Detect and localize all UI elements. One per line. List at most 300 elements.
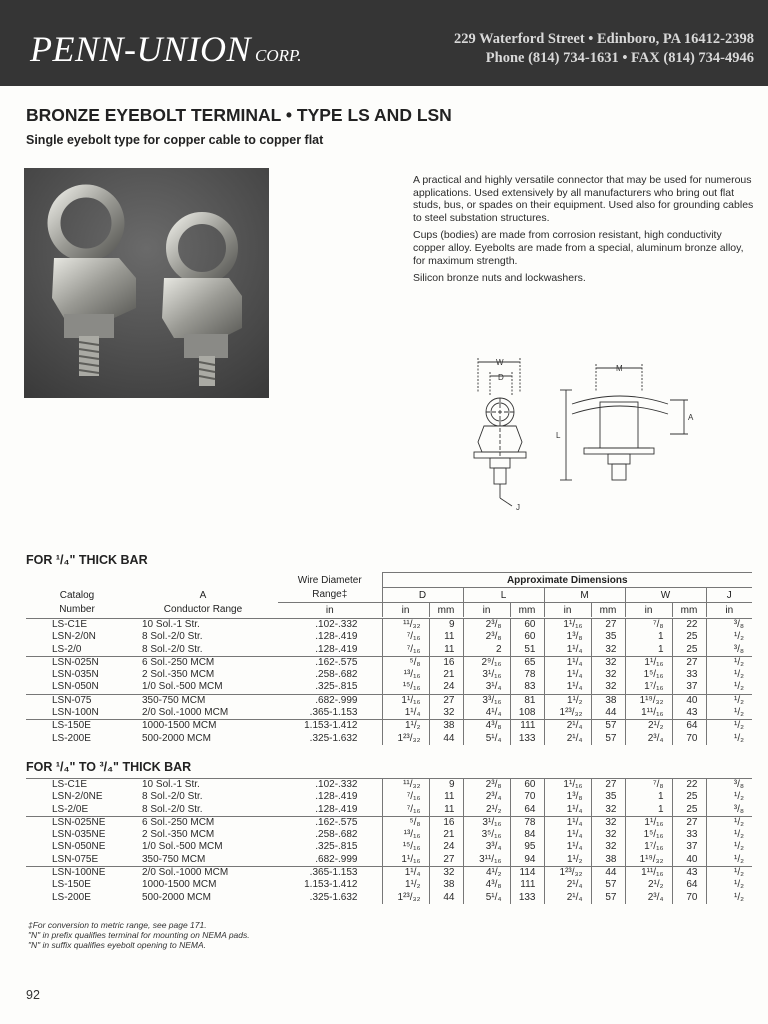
dim-l-in: 5¹/₄ xyxy=(463,892,510,904)
dim-l-in: 2⁹/₁₆ xyxy=(463,656,510,669)
side-view xyxy=(556,364,694,480)
table-row xyxy=(26,644,752,657)
wire-diameter-range: .325-1.632 xyxy=(309,732,358,744)
dim-l-in: 2 xyxy=(463,644,510,657)
dim-l-mm: 133 xyxy=(510,892,544,904)
dim-m-mm: 57 xyxy=(591,879,625,891)
catalog-number: LSN-050NE xyxy=(52,841,106,853)
dim-l-mm: 111 xyxy=(510,720,544,733)
dim-m-in: 2¹/₄ xyxy=(544,733,591,745)
conductor-range: 1000-1500 MCM xyxy=(128,720,278,733)
footnote: "N" in suffix qualifies eyebolt opening to NEMA. xyxy=(28,940,207,950)
dim-d-mm: 27 xyxy=(429,854,463,867)
header-dim-d: D xyxy=(382,588,463,603)
header-dim-w: W xyxy=(625,588,706,603)
dim-j-in: ¹/₂ xyxy=(706,656,752,669)
dim-label-d: D xyxy=(498,373,504,382)
conductor-range: 1/0 Sol.-500 MCM xyxy=(142,681,223,693)
dim-w-in: 2¹/₂ xyxy=(625,720,672,733)
wire-diameter-range: .325-1.632 xyxy=(309,891,358,903)
dim-l-mm: 95 xyxy=(510,841,544,853)
dim-l-mm: 60 xyxy=(510,779,544,792)
dim-w-mm: 22 xyxy=(672,779,706,792)
dim-j-in: ¹/₂ xyxy=(706,733,752,745)
dim-l-in: 2³/₄ xyxy=(463,791,510,803)
dim-l-in: 3¹/₄ xyxy=(463,681,510,694)
header-catalog: Catalog xyxy=(59,589,95,601)
catalog-number: LSN-2/0NE xyxy=(52,791,103,803)
table-row xyxy=(26,854,752,867)
dim-l-mm: 60 xyxy=(510,619,544,632)
dim-l-mm: 51 xyxy=(510,644,544,657)
footnote: "N" in prefix qualifies terminal for mounting on NEMA pads. xyxy=(28,930,250,940)
wire-diameter-range: .128-.419 xyxy=(315,643,358,655)
conductor-range: 10 Sol.-1 Str. xyxy=(128,619,278,632)
conductor-range: 8 Sol.-2/0 Str. xyxy=(142,803,203,815)
header-spacer xyxy=(128,573,278,588)
dim-l-mm: 84 xyxy=(510,829,544,841)
dim-w-in: 2³/₄ xyxy=(625,733,672,745)
dim-w-in: 1¹¹/₁₆ xyxy=(625,707,672,720)
dim-w-mm: 27 xyxy=(672,816,706,829)
dimensions-table-quarter-bar xyxy=(26,618,752,745)
dim-d-mm: 11 xyxy=(429,644,463,657)
wire-diameter-range: .365-1.153 xyxy=(309,707,358,719)
table-row xyxy=(26,720,752,733)
dim-j-in: ³/₈ xyxy=(706,644,752,657)
catalog-number: LS-150E xyxy=(26,720,128,733)
wire-diameter-range: .102-.332 xyxy=(278,779,382,792)
page-title: BRONZE EYEBOLT TERMINAL • TYPE LS AND LSN xyxy=(26,105,452,125)
dim-j-in: ³/₈ xyxy=(706,804,752,817)
dim-j-in: ¹/₂ xyxy=(706,707,752,720)
dim-l-mm: 81 xyxy=(510,694,544,707)
header-unit-mm: mm xyxy=(591,603,625,618)
dim-w-mm: 40 xyxy=(672,694,706,707)
conductor-range: 10 Sol.-1 Str. xyxy=(128,779,278,792)
dim-d-mm: 16 xyxy=(429,656,463,669)
dim-l-in: 4¹/₄ xyxy=(463,707,510,720)
description-paragraph: Cups (bodies) are made from corrosion resistant, high conductivity copper alloy. Eyebolts are made from a special, aluminum bronze alloy, for maximum strength. xyxy=(413,229,744,267)
dim-j-in: ¹/₂ xyxy=(706,694,752,707)
dim-d-in: 1¹/₂ xyxy=(382,879,429,891)
dim-label-j: J xyxy=(516,503,520,512)
dimension-diagram xyxy=(460,352,700,512)
dim-j-in: ³/₈ xyxy=(706,779,752,792)
front-view xyxy=(474,358,526,512)
dim-w-mm: 25 xyxy=(672,631,706,643)
dim-l-mm: 64 xyxy=(510,804,544,817)
dim-w-mm: 27 xyxy=(672,656,706,669)
wire-diameter-range: .682-.999 xyxy=(315,853,358,865)
dim-l-in: 3³/₁₆ xyxy=(463,694,510,707)
dim-m-in: 1³/₈ xyxy=(544,791,591,803)
dim-m-mm: 57 xyxy=(591,733,625,745)
header-conductor-a: A xyxy=(199,589,207,601)
dim-m-mm: 44 xyxy=(591,707,625,720)
dim-m-in: 1¹/₂ xyxy=(544,694,591,707)
dim-w-mm: 37 xyxy=(672,841,706,853)
catalog-number: LSN-035N xyxy=(52,669,99,681)
header-spacer xyxy=(26,573,128,588)
table-row xyxy=(26,631,752,643)
dim-m-mm: 32 xyxy=(591,829,625,841)
header-wire-range: Range‡ xyxy=(312,589,348,601)
dim-l-mm: 108 xyxy=(510,707,544,720)
dim-w-mm: 70 xyxy=(672,892,706,904)
dim-d-in: 1¹/₁₆ xyxy=(382,854,429,867)
header-unit-in: in xyxy=(625,603,672,618)
dim-w-mm: 25 xyxy=(672,804,706,817)
header-unit-in: in xyxy=(278,603,382,618)
header-unit-in: in xyxy=(544,603,591,618)
dim-d-mm: 16 xyxy=(429,816,463,829)
dim-w-in: 1⁷/₁₆ xyxy=(625,681,672,694)
dim-w-mm: 33 xyxy=(672,669,706,681)
dim-m-mm: 32 xyxy=(591,804,625,817)
dim-d-mm: 9 xyxy=(429,779,463,792)
dim-l-in: 2¹/₂ xyxy=(463,804,510,817)
header-unit-in: in xyxy=(706,603,752,618)
dim-j-in: ¹/₂ xyxy=(706,867,752,880)
dim-w-mm: 43 xyxy=(672,867,706,880)
dim-w-mm: 25 xyxy=(672,791,706,803)
wire-diameter-range: .325-.815 xyxy=(315,841,358,853)
conductor-range: 350-750 MCM xyxy=(128,694,278,707)
dim-j-in: ¹/₂ xyxy=(706,631,752,643)
dim-m-in: 2¹/₄ xyxy=(544,892,591,904)
dim-m-in: 1¹/₄ xyxy=(544,841,591,853)
company-phone-fax: Phone (814) 734-1631 • FAX (814) 734-4946 xyxy=(485,50,754,66)
dim-w-in: 1⁵/₁₆ xyxy=(625,669,672,681)
dim-w-mm: 70 xyxy=(672,733,706,745)
wire-diameter-range: .162-.575 xyxy=(278,656,382,669)
dim-m-mm: 38 xyxy=(591,694,625,707)
dim-l-in: 3⁵/₁₆ xyxy=(463,829,510,841)
dim-m-mm: 27 xyxy=(591,619,625,632)
dim-w-mm: 33 xyxy=(672,829,706,841)
conductor-range: 8 Sol.-2/0 Str. xyxy=(142,631,203,643)
dim-w-in: 1 xyxy=(625,644,672,657)
table-row xyxy=(26,816,752,829)
dim-m-in: 2¹/₄ xyxy=(544,720,591,733)
dim-d-mm: 11 xyxy=(429,804,463,817)
dim-j-in: ¹/₂ xyxy=(706,791,752,803)
product-photo xyxy=(24,168,269,398)
dim-m-mm: 32 xyxy=(591,841,625,853)
dim-l-in: 2³/₈ xyxy=(463,619,510,632)
company-header xyxy=(0,0,768,86)
dim-m-mm: 32 xyxy=(591,816,625,829)
dim-j-in: ¹/₂ xyxy=(706,892,752,904)
dim-w-in: 2¹/₂ xyxy=(625,879,672,891)
dim-m-in: 1¹/₄ xyxy=(544,644,591,657)
table-row xyxy=(26,804,752,817)
brand-name: PENN-UNION xyxy=(30,29,251,69)
dim-d-in: 1²³/₃₂ xyxy=(382,892,429,904)
table-row xyxy=(26,733,752,745)
dim-w-in: 1⁷/₁₆ xyxy=(625,841,672,853)
header-unit-mm: mm xyxy=(429,603,463,618)
dim-j-in: ¹/₂ xyxy=(706,879,752,891)
dim-d-mm: 27 xyxy=(429,694,463,707)
dim-d-mm: 21 xyxy=(429,829,463,841)
conductor-range: 500-2000 MCM xyxy=(142,891,211,903)
dim-d-in: ¹¹/₃₂ xyxy=(382,779,429,792)
brand-suffix: CORP. xyxy=(255,46,302,65)
wire-diameter-range: 1.153-1.412 xyxy=(304,879,358,891)
header-dim-l: L xyxy=(463,588,544,603)
catalog-number: LSN-100NE xyxy=(26,867,128,880)
dim-m-in: 1¹/₂ xyxy=(544,854,591,867)
dim-w-mm: 64 xyxy=(672,879,706,891)
dim-j-in: ¹/₂ xyxy=(706,681,752,694)
dim-d-mm: 38 xyxy=(429,720,463,733)
dim-l-in: 4³/₈ xyxy=(463,720,510,733)
catalog-number: LSN-050N xyxy=(52,681,99,693)
conductor-range: 2/0 Sol.-1000 MCM xyxy=(128,867,278,880)
dim-w-in: 1¹⁹/₃₂ xyxy=(625,694,672,707)
dim-l-mm: 133 xyxy=(510,733,544,745)
dim-l-in: 4¹/₂ xyxy=(463,867,510,880)
wire-diameter-range: .365-1.153 xyxy=(278,867,382,880)
dim-m-in: 1¹/₄ xyxy=(544,829,591,841)
table-row xyxy=(26,669,752,681)
dim-d-in: ⁷/₁₆ xyxy=(382,644,429,657)
product-description xyxy=(413,174,755,290)
catalog-number: LSN-025NE xyxy=(26,816,128,829)
dim-l-in: 3³/₄ xyxy=(463,841,510,853)
dim-w-in: ⁷/₈ xyxy=(625,619,672,632)
dim-m-mm: 35 xyxy=(591,791,625,803)
conductor-range: 2 Sol.-350 MCM xyxy=(142,669,215,681)
wire-diameter-range: .258-.682 xyxy=(315,669,358,681)
catalog-number: LS-2/0E xyxy=(52,803,89,815)
dim-d-in: 1¹/₁₆ xyxy=(382,694,429,707)
dim-m-in: 1¹/₄ xyxy=(544,804,591,817)
company-logo xyxy=(30,28,301,70)
dim-l-mm: 83 xyxy=(510,681,544,694)
table-row xyxy=(26,707,752,720)
wire-diameter-range: .162-.575 xyxy=(278,816,382,829)
footnote: ‡For conversion to metric range, see page 171. xyxy=(28,920,207,930)
table-row xyxy=(26,841,752,853)
dim-m-mm: 38 xyxy=(591,854,625,867)
wire-diameter-range: .325-.815 xyxy=(315,681,358,693)
catalog-number: LS-C1E xyxy=(26,779,128,792)
dim-w-in: 1¹/₁₆ xyxy=(625,656,672,669)
dim-m-mm: 35 xyxy=(591,631,625,643)
footnotes xyxy=(28,920,250,950)
dim-l-mm: 111 xyxy=(510,879,544,891)
page-subtitle: Single eyebolt type for copper cable to copper flat xyxy=(26,133,324,147)
catalog-number: LSN-100N xyxy=(52,707,99,719)
dim-w-mm: 43 xyxy=(672,707,706,720)
header-unit-in: in xyxy=(382,603,429,618)
dimensions-table-header xyxy=(26,572,752,617)
dim-d-mm: 32 xyxy=(429,867,463,880)
dim-l-in: 3¹/₁₆ xyxy=(463,816,510,829)
dim-m-mm: 32 xyxy=(591,681,625,694)
catalog-number: LS-200E xyxy=(52,732,91,744)
dim-w-mm: 40 xyxy=(672,854,706,867)
wire-diameter-range: .128-.419 xyxy=(315,631,358,643)
dim-d-in: ⁷/₁₆ xyxy=(382,791,429,803)
dim-d-mm: 24 xyxy=(429,681,463,694)
conductor-range: 2/0 Sol.-1000 MCM xyxy=(142,707,229,719)
dim-d-mm: 9 xyxy=(429,619,463,632)
dim-j-in: ¹/₂ xyxy=(706,841,752,853)
dim-w-in: 1¹⁹/₃₂ xyxy=(625,854,672,867)
dimensions-table-quarter-to-three-quarter-bar xyxy=(26,778,752,904)
catalog-number: LSN-035NE xyxy=(52,829,106,841)
dim-d-in: ¹⁵/₁₆ xyxy=(382,841,429,853)
conductor-range: 6 Sol.-250 MCM xyxy=(128,816,278,829)
dim-d-in: 1¹/₄ xyxy=(382,707,429,720)
dim-l-mm: 94 xyxy=(510,854,544,867)
table-row xyxy=(26,791,752,803)
dim-l-mm: 60 xyxy=(510,631,544,643)
dim-m-in: 1²³/₃₂ xyxy=(544,707,591,720)
dim-d-mm: 32 xyxy=(429,707,463,720)
dim-w-mm: 37 xyxy=(672,681,706,694)
conductor-range: 350-750 MCM xyxy=(142,853,206,865)
dim-w-in: 1 xyxy=(625,631,672,643)
catalog-number: LS-150E xyxy=(52,879,91,891)
header-unit-mm: mm xyxy=(510,603,544,618)
dim-m-mm: 57 xyxy=(591,892,625,904)
table-row xyxy=(26,829,752,841)
header-approx-dimensions: Approximate Dimensions xyxy=(382,573,752,588)
dim-d-mm: 44 xyxy=(429,733,463,745)
dim-m-in: 1¹/₁₆ xyxy=(544,619,591,632)
dim-d-in: ⁵/₈ xyxy=(382,816,429,829)
dim-w-in: 1¹/₁₆ xyxy=(625,816,672,829)
dim-label-a: A xyxy=(688,413,694,422)
table-row xyxy=(26,656,752,669)
dim-m-mm: 57 xyxy=(591,720,625,733)
eyebolt-terminal-photo xyxy=(24,168,269,398)
catalog-number: LSN-025N xyxy=(26,656,128,669)
dim-m-mm: 32 xyxy=(591,656,625,669)
dim-d-mm: 21 xyxy=(429,669,463,681)
conductor-range: 2 Sol.-350 MCM xyxy=(142,829,215,841)
dim-m-in: 1²³/₃₂ xyxy=(544,867,591,880)
wire-diameter-range: 1.153-1.412 xyxy=(278,720,382,733)
table-row xyxy=(26,879,752,891)
dim-m-in: 1¹/₄ xyxy=(544,816,591,829)
dim-d-in: ⁷/₁₆ xyxy=(382,804,429,817)
header-unit-mm: mm xyxy=(672,603,706,618)
wire-diameter-range: .258-.682 xyxy=(315,829,358,841)
dim-w-in: 1 xyxy=(625,791,672,803)
dim-w-mm: 22 xyxy=(672,619,706,632)
dim-j-in: ¹/₂ xyxy=(706,669,752,681)
header-unit-in: in xyxy=(463,603,510,618)
dim-w-in: ⁷/₈ xyxy=(625,779,672,792)
conductor-range: 1/0 Sol.-500 MCM xyxy=(142,841,223,853)
dim-m-mm: 27 xyxy=(591,779,625,792)
wire-diameter-range: .682-.999 xyxy=(278,694,382,707)
dim-d-in: ¹³/₁₆ xyxy=(382,829,429,841)
wire-diameter-range: .102-.332 xyxy=(278,619,382,632)
dim-d-mm: 11 xyxy=(429,791,463,803)
conductor-range: 8 Sol.-2/0 Str. xyxy=(142,643,203,655)
dim-label-m: M xyxy=(616,364,623,373)
header-catalog-number: Number xyxy=(59,604,95,616)
wire-diameter-range: .128-.419 xyxy=(315,803,358,815)
dim-j-in: ¹/₂ xyxy=(706,854,752,867)
description-paragraph: Silicon bronze nuts and lockwashers. xyxy=(413,272,586,285)
dim-m-in: 2¹/₄ xyxy=(544,879,591,891)
header-conductor-range: Conductor Range xyxy=(163,604,243,616)
dim-w-in: 1¹¹/₁₆ xyxy=(625,867,672,880)
dim-w-mm: 25 xyxy=(672,644,706,657)
dim-m-in: 1¹/₄ xyxy=(544,669,591,681)
dim-d-in: ¹³/₁₆ xyxy=(382,669,429,681)
table-row xyxy=(26,681,752,694)
conductor-range: 1000-1500 MCM xyxy=(142,879,217,891)
dim-l-mm: 114 xyxy=(510,867,544,880)
table-row xyxy=(26,779,752,792)
conductor-range: 8 Sol.-2/0 Str. xyxy=(142,791,203,803)
section-label-quarter-to-three-quarter-bar: FOR ¹/₄" TO ³/₄" THICK BAR xyxy=(26,760,192,774)
dim-label-l: L xyxy=(556,431,561,440)
table-row xyxy=(26,619,752,632)
dim-j-in: ¹/₂ xyxy=(706,816,752,829)
dim-m-mm: 44 xyxy=(591,867,625,880)
header-dim-m: M xyxy=(544,588,625,603)
page-number: 92 xyxy=(26,988,40,1002)
company-address: 229 Waterford Street • Edinboro, PA 16412-2398 xyxy=(453,31,754,47)
company-contact xyxy=(454,30,754,68)
dim-m-in: 1³/₈ xyxy=(544,631,591,643)
dim-l-mm: 70 xyxy=(510,791,544,803)
dim-m-in: 1¹/₄ xyxy=(544,681,591,694)
conductor-range: 500-2000 MCM xyxy=(142,732,211,744)
dim-label-w: W xyxy=(496,358,504,367)
dim-l-in: 4³/₈ xyxy=(463,879,510,891)
dim-m-in: 1¹/₄ xyxy=(544,656,591,669)
dim-j-in: ³/₈ xyxy=(706,619,752,632)
catalog-number: LS-2/0 xyxy=(52,643,82,655)
table-row xyxy=(26,694,752,707)
catalog-number: LS-200E xyxy=(52,891,91,903)
section-label-quarter-bar: FOR ¹/₄" THICK BAR xyxy=(26,553,148,567)
catalog-number: LS-C1E xyxy=(26,619,128,632)
dim-d-mm: 11 xyxy=(429,631,463,643)
dim-d-mm: 44 xyxy=(429,892,463,904)
catalog-number: LSN-075 xyxy=(26,694,128,707)
dim-m-mm: 32 xyxy=(591,669,625,681)
table-row xyxy=(26,892,752,904)
dim-w-in: 2³/₄ xyxy=(625,892,672,904)
table-row xyxy=(26,867,752,880)
dim-d-mm: 38 xyxy=(429,879,463,891)
catalog-number: LSN-075E xyxy=(52,853,99,865)
dim-m-in: 1¹/₁₆ xyxy=(544,779,591,792)
dim-d-in: ¹⁵/₁₆ xyxy=(382,681,429,694)
dim-d-in: ⁵/₈ xyxy=(382,656,429,669)
dim-l-in: 5¹/₄ xyxy=(463,733,510,745)
dim-d-mm: 24 xyxy=(429,841,463,853)
dim-w-in: 1 xyxy=(625,804,672,817)
dim-l-mm: 65 xyxy=(510,656,544,669)
dim-l-in: 2³/₈ xyxy=(463,779,510,792)
dim-w-mm: 64 xyxy=(672,720,706,733)
dim-w-in: 1⁵/₁₆ xyxy=(625,829,672,841)
dim-j-in: ¹/₂ xyxy=(706,829,752,841)
